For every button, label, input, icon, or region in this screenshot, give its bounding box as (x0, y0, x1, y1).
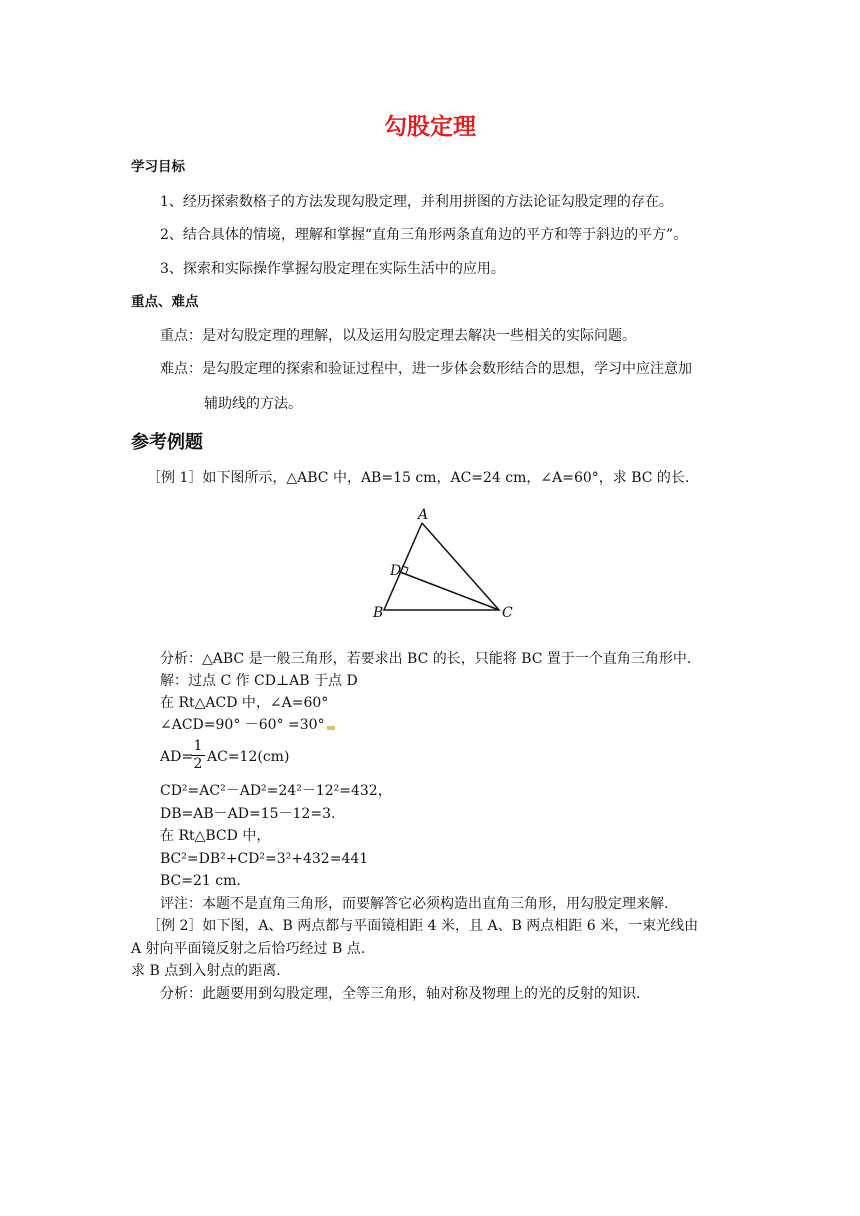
solution-line-9: BC=21 cm. (160, 873, 241, 889)
solution-line-6: DB=AB－AD=15－12=3. (160, 806, 336, 822)
solution-line-4-post: AC=12(cm) (207, 749, 290, 765)
label-a: A (418, 507, 429, 523)
label-c: C (502, 605, 513, 621)
solution-line-2: 在 Rt△ACD 中，∠A=60° (160, 695, 329, 711)
examples-heading: 参考例题 (131, 432, 203, 453)
solution-line-7: 在 Rt△BCD 中， (160, 828, 271, 844)
example1-problem: ［例 1］如下图所示，△ABC 中，AB=15 cm，AC=24 cm，∠A=60°，求 BC 的长. (147, 470, 690, 486)
key-points-heading: 重点、难点 (131, 294, 199, 310)
solution-line-8: BC²=DB²+CD²=3²+432=441 (160, 851, 369, 867)
fraction-denominator: 2 (193, 756, 203, 772)
difficulty-line-2: 辅助线的方法。 (204, 396, 302, 412)
solution-line-5: CD²=AC²－AD²=24²－12²=432， (160, 783, 392, 799)
label-b: B (373, 605, 384, 621)
fraction-one-half (191, 738, 205, 773)
triangle-diagram (365, 500, 525, 625)
fraction-numerator: 1 (193, 738, 203, 754)
page-title: 勾股定理 (384, 114, 476, 140)
example2-analysis: 分析：此题要用到勾股定理，全等三角形，轴对称及物理上的光的反射的知识. (160, 986, 641, 1002)
example2-line-1: ［例 2］如下图，A、B 两点都与平面镜相距 4 米，且 A、B 两点相距 6 米，一束光线由 (147, 918, 699, 934)
label-d: D (390, 563, 402, 579)
goals-heading: 学习目标 (131, 159, 185, 175)
solution-line-4-pre: AD= (160, 749, 194, 765)
goal-item-1: 1、经历探索数格子的方法发现勾股定理，并利用拼图的方法论证勾股定理的存在。 (160, 194, 673, 210)
solution-line-1: 解：过点 C 作 CD⊥AB 于点 D (160, 673, 358, 689)
highlight-mark (327, 726, 335, 730)
goal-item-2: 2、结合具体的情境，理解和掌握“直角三角形两条直角边的平方和等于斜边的平方”。 (160, 227, 688, 243)
example2-line-2: A 射向平面镜反射之后恰巧经过 B 点. (131, 941, 366, 957)
goal-item-3: 3、探索和实际操作掌握勾股定理在实际生活中的应用。 (160, 261, 505, 277)
key-point: 重点：是对勾股定理的理解，以及运用勾股定理去解决一些相关的实际问题。 (160, 328, 636, 344)
example1-comment: 评注：本题不是直角三角形，而要解答它必须构造出直角三角形，用勾股定理来解. (160, 896, 669, 912)
difficulty-line-1: 难点：是勾股定理的探索和验证过程中，进一步体会数形结合的思想，学习中应注意加 (160, 361, 692, 377)
example1-analysis: 分析：△ABC 是一般三角形，若要求出 BC 的长，只能将 BC 置于一个直角三角形中. (160, 651, 692, 667)
solution-line-3: ∠ACD=90° －60° =30° (160, 717, 325, 733)
example2-question: 求 B 点到入射点的距离. (131, 963, 281, 979)
